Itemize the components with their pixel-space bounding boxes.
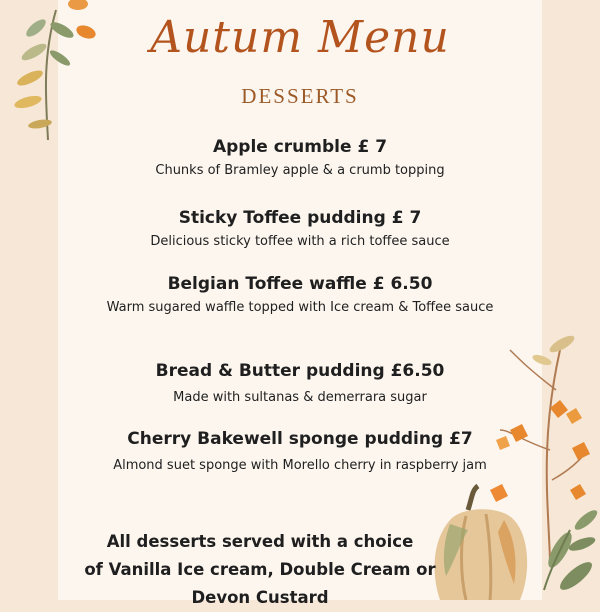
footer-note xyxy=(60,528,460,612)
item-description: Made with sultanas & demerrara sugar xyxy=(173,390,427,405)
menu-item xyxy=(70,360,530,407)
footer-line-3: Devon Custard xyxy=(191,588,329,607)
item-description: Chunks of Bramley apple & a crumb topping xyxy=(155,163,445,178)
item-description: Delicious sticky toffee with a rich toffee sauce xyxy=(150,234,450,249)
item-name: Sticky Toffee pudding £ 7 xyxy=(178,208,422,228)
footer-line-1: All desserts served with a choice xyxy=(106,532,414,551)
item-name: Apple crumble £ 7 xyxy=(212,137,388,157)
menu-item xyxy=(90,273,510,317)
menu-item xyxy=(70,136,530,180)
item-name: Bread & Butter pudding £6.50 xyxy=(155,361,445,381)
menu-item xyxy=(70,207,530,251)
item-description: Warm sugared waffle topped with Ice cream & Toffee sauce xyxy=(106,300,494,315)
section-heading: DESSERTS xyxy=(241,84,359,108)
menu-title: Autum Menu xyxy=(150,12,450,63)
item-description: Almond suet sponge with Morello cherry in raspberry jam xyxy=(113,458,487,473)
menu-item xyxy=(80,428,520,475)
footer-line-2: of Vanilla Ice cream, Double Cream or xyxy=(84,560,436,579)
item-name: Cherry Bakewell sponge pudding £7 xyxy=(127,429,473,449)
item-name: Belgian Toffee waffle £ 6.50 xyxy=(167,274,433,294)
